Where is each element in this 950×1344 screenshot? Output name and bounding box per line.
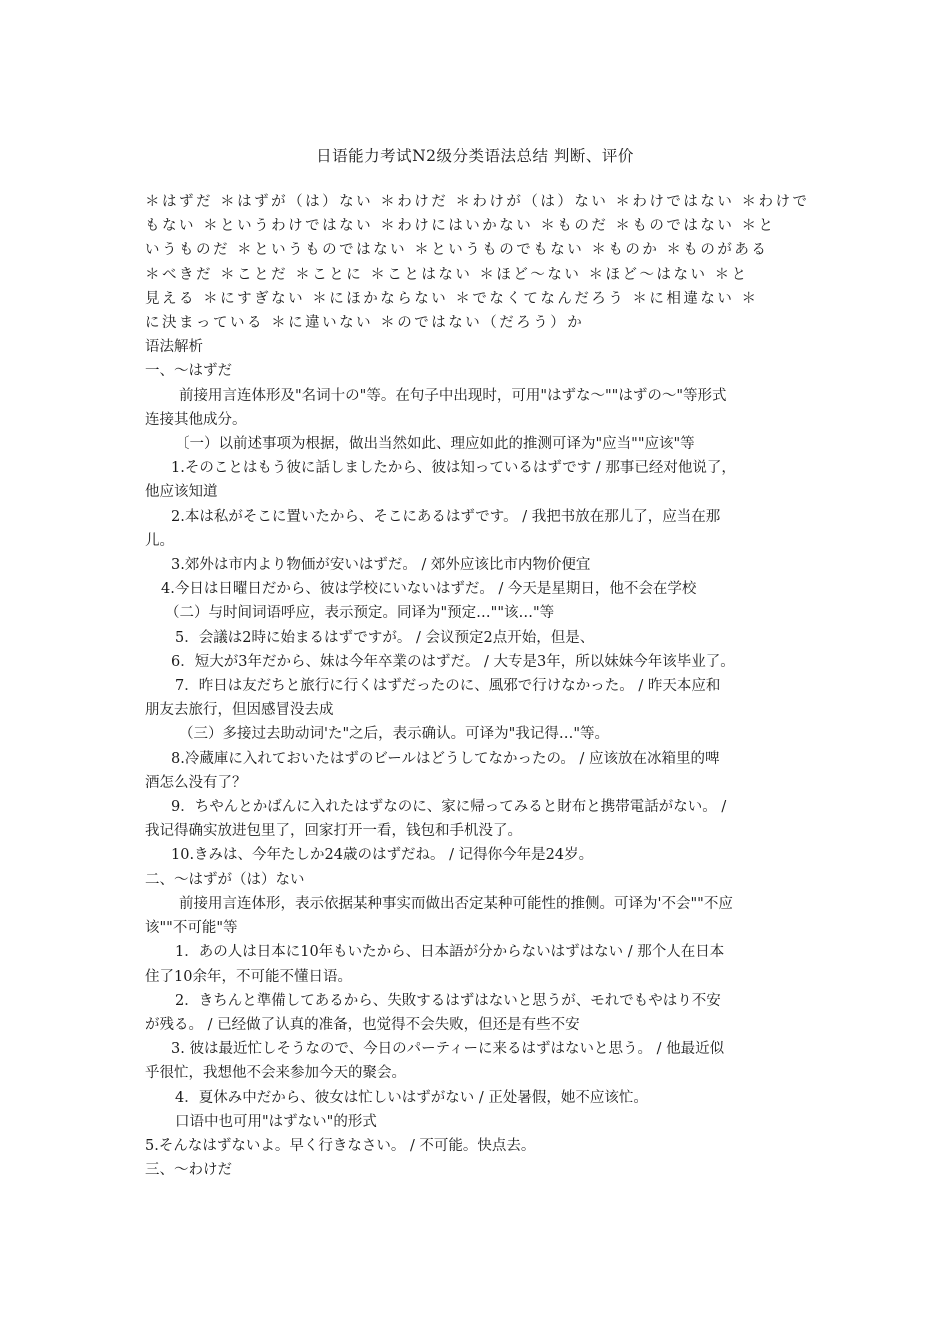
example-line: が残る。 / 已经做了认真的准备，也觉得不会失败，但还是有些不安 (145, 1016, 580, 1033)
keyword-line: に決まっている ＊に違いない ＊のではない（だろう）か (145, 315, 585, 332)
example-line: 乎很忙，我想他不会来参加今天的聚会。 (145, 1065, 406, 1082)
example-line: 2．きちんと準備してあるから、失敗するはずはないと思うが、モれでもやはり不安 (175, 992, 721, 1009)
document-body (145, 190, 810, 1182)
keyword-line: ＊べきだ ＊ことだ ＊ことに ＊ことはない ＊ほど～ない ＊ほど～はない ＊と (145, 266, 749, 283)
section-heading: 一、～はずだ (145, 363, 232, 380)
keyword-line: 見える ＊にすぎない ＊にほかならない ＊でなくてなんだろう ＊に相違ない ＊ (145, 290, 759, 307)
example-line: 3.郊外は市内より物価が安いはずだ。 / 郊外应该比市内物价便宜 (171, 557, 591, 574)
subheading: （二）与时间词语呼应，表示预定。同译为"预定…""该…"等 (165, 605, 555, 622)
example-line: 2.本は私がそこに置いたから、そこにあるはずです。 / 我把书放在那儿了，应当在那 (171, 508, 721, 525)
note-line: 口语中也可用"はずない"的形式 (175, 1113, 377, 1130)
paragraph-line: 前接用言连体形及"名词十の"等。在句子中出现时，可用"はずな～""はずの～"等形式 (179, 387, 727, 404)
example-line: 1.そのことはもう彼に話しましたから、彼は知っているはずです / 那事已经对他说了， (171, 460, 736, 477)
example-line: 10.きみは、今年たしか24歳のはずだね。 / 记得你今年是24岁。 (171, 847, 594, 864)
keyword-line: いうものだ ＊というものではない ＊というものでもない ＊ものか ＊ものがある (145, 242, 769, 259)
document-title: 日语能力考试N2级分类语法总结 判断、评价 (316, 147, 634, 165)
example-line: 4.今日は日曜日だから、彼は学校にいないはずだ。 / 今天是星期日，他不会在学校 (161, 581, 697, 598)
keyword-line: もない ＊というわけではない ＊わけにはいかない ＊ものだ ＊ものではない ＊と (145, 218, 776, 235)
example-line: 朋友去旅行，但因感冒没去成 (145, 702, 334, 719)
example-line: 8.冷蔵庫に入れておいたはずのビールはどうしてなかったの。 / 应该放在冰箱里的啤 (171, 750, 720, 767)
subheading: 〔一）以前述事项为根据，做出当然如此、理应如此的推测可译为"应当""应该"等 (175, 436, 695, 453)
keyword-list (145, 190, 810, 335)
paragraph-line: 该""不可能"等 (145, 920, 238, 937)
section-heading: 二、～はずが（は）ない (145, 871, 305, 888)
example-line: 我记得确实放进包里了，回家打开一看，钱包和手机没了。 (145, 823, 522, 840)
example-line: 3. 彼は最近忙しそうなので、今日のパーティーに来るはずはないと思う。 / 他最近似 (171, 1041, 725, 1058)
example-line: 儿。 (145, 532, 174, 549)
example-line: 7．昨日は友だちと旅行に行くはずだったのに、風邪で行けなかった。 / 昨天本应和 (175, 678, 721, 695)
example-line: 9．ちやんとかばんに入れたはずなのに、家に帰ってみると財布と携帯電話がない。 / (171, 799, 727, 816)
example-line: 住了10余年，不可能不懂日语。 (145, 968, 352, 985)
section-heading: 三、～わけだ (145, 1162, 232, 1179)
example-line: 1．あの人は日本に10年もいたから、日本語が分からないはずはない / 那个人在日本 (175, 944, 725, 961)
section-header: 语法解析 (145, 339, 203, 356)
example-line: 4．夏休み中だから、彼女は忙しいはずがない / 正处暑假，她不应该忙。 (175, 1089, 648, 1106)
example-line: 酒怎么没有了？ (145, 774, 247, 791)
example-line: 5．会議は2時に始まるはずですが。 / 会议预定2点开始，但是、 (175, 629, 595, 646)
subheading: （三）多接过去助动词'た"之后，表示确认。可译为"我记得…"等。 (179, 726, 609, 743)
paragraph-line: 连接其他成分。 (145, 411, 247, 428)
paragraph-line: 前接用言连体形，表示依据某种事实而做出否定某种可能性的推侧。可译为'不会""不应 (179, 895, 733, 912)
example-line: 他应该知道 (145, 484, 218, 501)
example-line: 6．短大が3年だから、妹は今年卒業のはずだ。 / 大专是3年，所以妹妹今年该毕业了。 (171, 653, 735, 670)
keyword-line: ＊はずだ ＊はずが（は）ない ＊わけだ ＊わけが（は）ない ＊わけではない ＊わけで (145, 194, 810, 210)
example-line: 5.そんなはずないよ。早く行きなさい。 / 不可能。快点去。 (145, 1137, 536, 1154)
